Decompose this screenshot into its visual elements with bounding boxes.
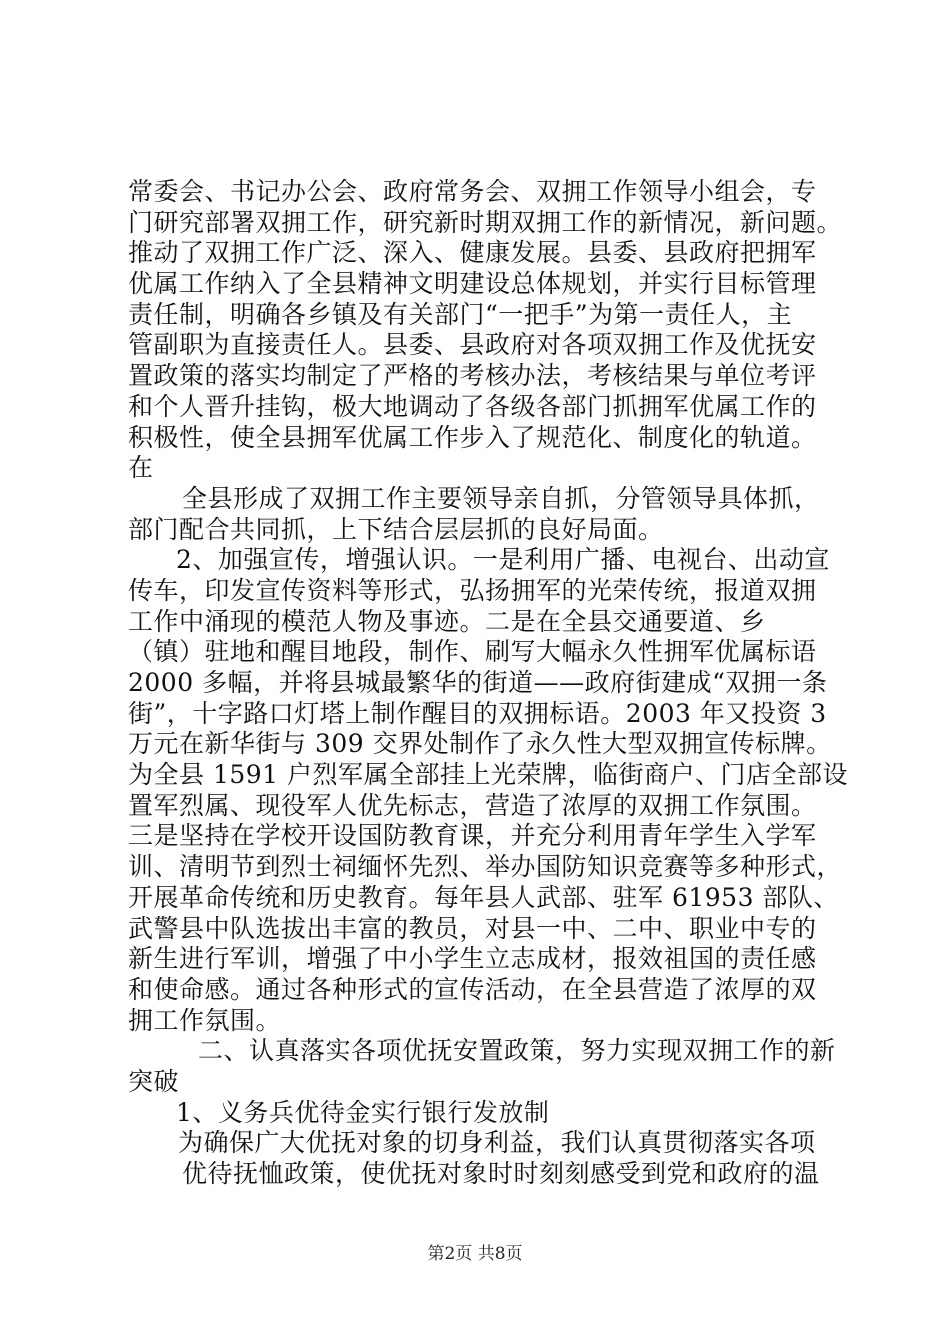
text-line: 为确保广大优抚对象的切身利益，我们认真贯彻落实各项	[178, 1128, 816, 1158]
section-heading	[128, 1036, 888, 1097]
text-line: 和个人晋升挂钩，极大地调动了各级各部门抓拥军优属工作的	[128, 391, 817, 421]
paragraph-publicity	[128, 545, 888, 1036]
text-line: 2、加强宣传，增强认识。一是利用广播、电视台、出动宣	[176, 545, 830, 575]
text-line: 推动了双拥工作广泛、深入、健康发展。县委、县政府把拥军	[128, 238, 817, 268]
text-line: 为全县 1591 户烈军属全部挂上光荣牌，临街商户、门店全部设	[128, 760, 849, 790]
page-number: 第2页 共8页	[427, 1244, 523, 1264]
paragraph-benefits	[128, 1128, 888, 1189]
text-line: 置军烈属、现役军人优先标志，营造了浓厚的双拥工作氛围。	[128, 790, 817, 820]
text-line: 责任制，明确各乡镇及有关部门“一把手”为第一责任人，主	[128, 299, 793, 329]
text-line: 工作中涌现的模范人物及事迹。二是在全县交通要道、乡	[128, 606, 766, 636]
text-line: 部门配合共同抓，上下结合层层抓的良好局面。	[128, 514, 664, 544]
text-line: 和使命感。通过各种形式的宣传活动，在全县营造了浓厚的双	[128, 974, 817, 1004]
text-line: 街”，十字路口灯塔上制作醒目的双拥标语。2003 年又投资 3	[128, 698, 827, 728]
text-line: 常委会、书记办公会、政府常务会、双拥工作领导小组会，专	[128, 177, 817, 206]
text-line: 优属工作纳入了全县精神文明建设总体规划，并实行目标管理	[128, 269, 817, 299]
text-line: 拥工作氛围。	[128, 1005, 282, 1035]
text-line: 积极性，使全县拥军优属工作步入了规范化、制度化的轨道。	[128, 422, 817, 452]
text-line: 2000 多幅，并将县城最繁华的街道——政府街建成“双拥一条	[128, 668, 828, 697]
text-line: 门研究部署双拥工作，研究新时期双拥工作的新情况，新问题。	[128, 207, 843, 237]
text-line: （镇）驻地和醒目地段，制作、刷写大幅永久性拥军优属标语	[128, 637, 817, 667]
text-line: 训、清明节到烈士祠缅怀先烈、举办国防知识竞赛等多种形式，	[128, 852, 843, 882]
text-line: 开展革命传统和历史教育。每年县人武部、驻军 61953 部队、	[128, 882, 839, 912]
subsection-heading	[128, 1098, 888, 1129]
text-line: 传车，印发宣传资料等形式，弘扬拥军的光荣传统，报道双拥	[128, 575, 817, 605]
text-line: 武警县中队选拔出丰富的教员，对县一中、二中、职业中专的	[128, 913, 817, 943]
text-line: 新生进行军训，增强了中小学生立志成材，报效祖国的责任感	[128, 944, 817, 974]
heading-line: 1、义务兵优待金实行银行发放制	[176, 1097, 550, 1127]
paragraph-continued	[128, 177, 888, 484]
heading-line: 突破	[128, 1066, 180, 1096]
heading-line: 二、认真落实各项优抚安置政策，努力实现双拥工作的新	[198, 1036, 836, 1066]
text-line: 全县形成了双拥工作主要领导亲自抓，分管领导具体抓，	[182, 483, 820, 513]
text-line: 优待抚恤政策，使优抚对象时时刻刻感受到党和政府的温	[182, 1159, 820, 1188]
page-footer	[0, 1243, 950, 1265]
document-body	[128, 177, 888, 1190]
text-line: 置政策的落实均制定了严格的考核办法，考核结果与单位考评	[128, 361, 817, 391]
text-line: 在	[128, 453, 154, 483]
text-line: 三是坚持在学校开设国防教育课，并充分利用青年学生入学军	[128, 821, 817, 851]
paragraph-leadership	[128, 484, 888, 545]
text-line: 万元在新华街与 309 交界处制作了永久性大型双拥宣传标牌。	[128, 729, 832, 759]
text-line: 管副职为直接责任人。县委、县政府对各项双拥工作及优抚安	[128, 330, 817, 360]
